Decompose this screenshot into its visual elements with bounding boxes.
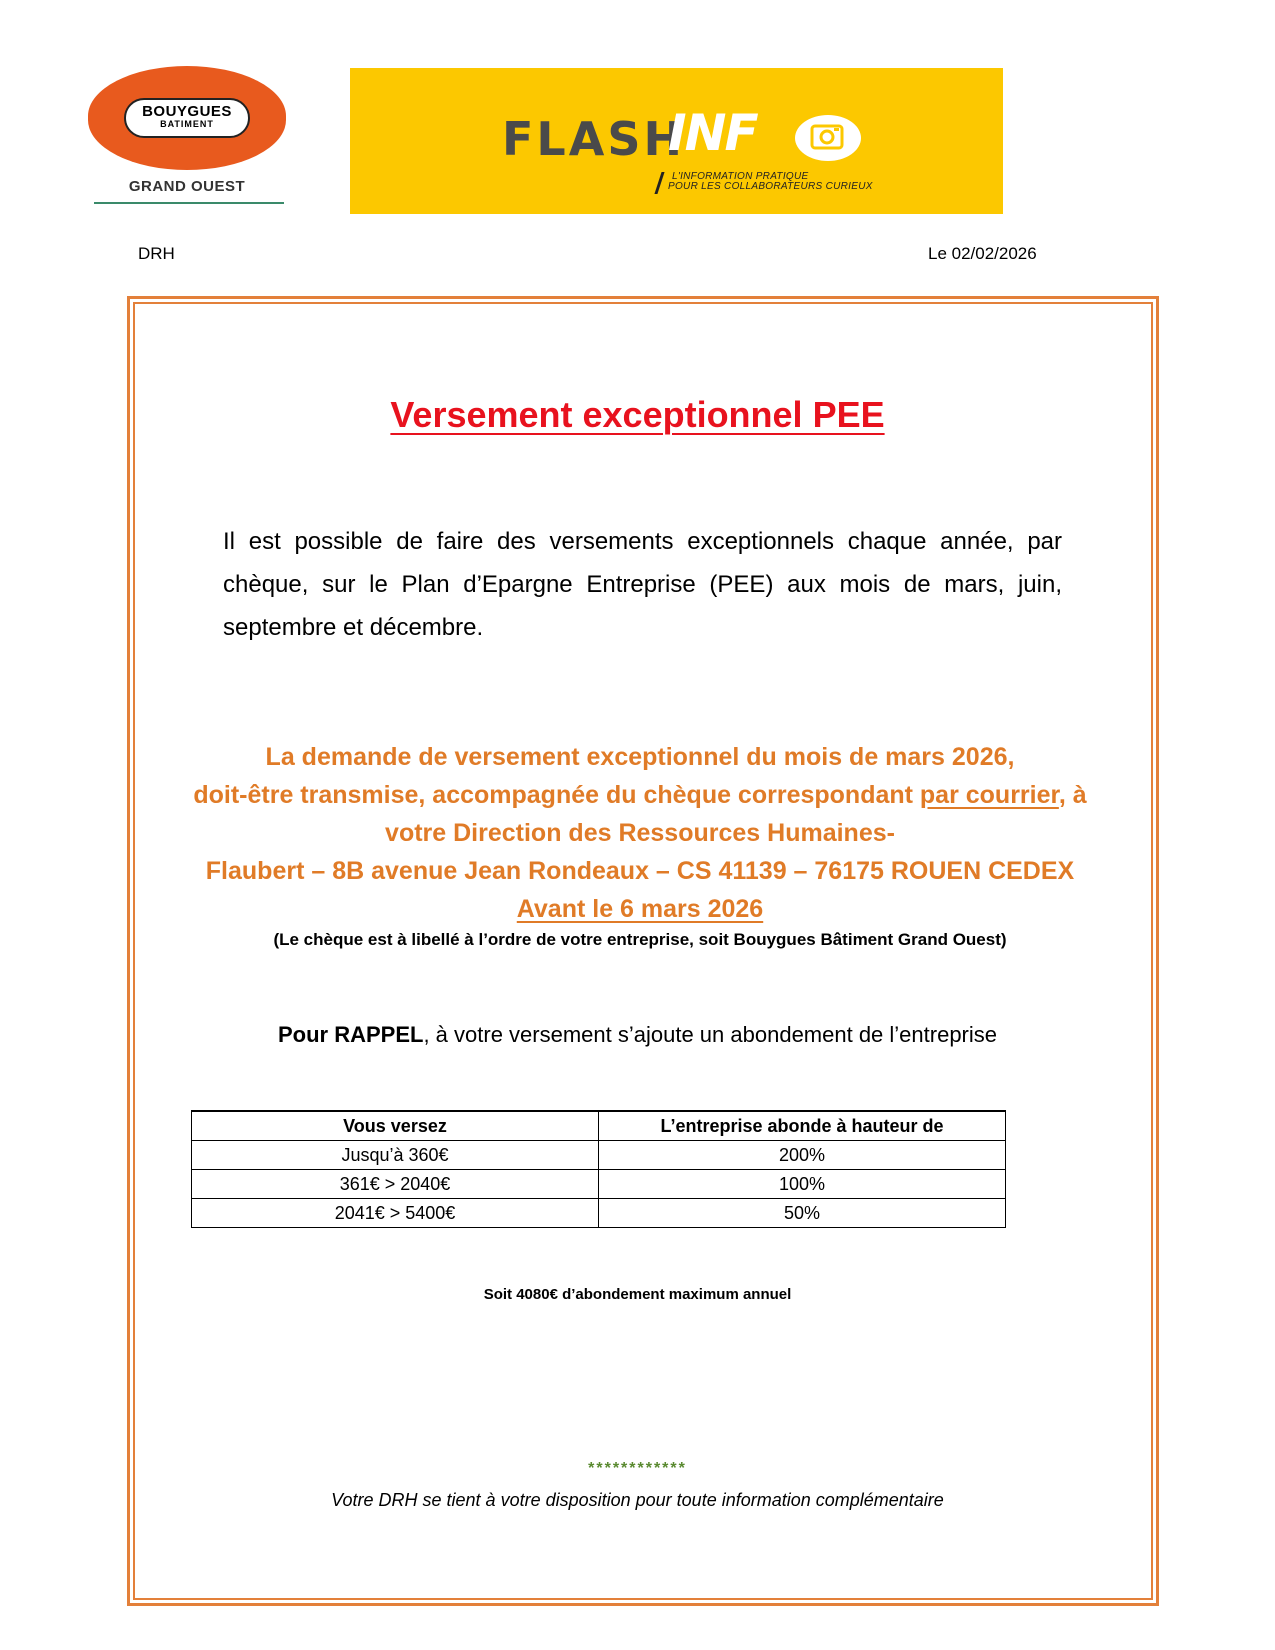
notice-mail-emphasis: par courrier [919,781,1059,809]
logo-rule [94,202,284,204]
table-row [192,1141,1006,1170]
table-cell: 2041€ > 5400€ [192,1199,599,1228]
max-abondement-note: Soit 4080€ d’abondement maximum annuel [483,1286,792,1303]
tagline-mark [654,172,664,194]
banner-tagline [668,172,873,192]
table-row [192,1199,1006,1228]
table-row [192,1170,1006,1199]
notice-line3: votre Direction des Ressources Humaines- [385,819,895,847]
rappel-bold: Pour RAPPEL [277,1022,424,1047]
logo-pill [124,98,250,138]
logo-region: GRAND OUEST [128,178,246,195]
rappel-text: , à votre versement s’ajoute un abondement de l’entreprise [423,1022,998,1047]
table-cell: 200% [599,1141,1006,1170]
table-cell: 50% [599,1199,1006,1228]
department-label: DRH [138,244,175,263]
rappel-line [0,1022,1275,1048]
banner-info-word: INF [668,104,757,162]
tagline-line2: POUR LES COLLABORATEURS CURIEUX [668,181,873,192]
notice-line2-start: doit-être transmise, accompagnée du chèque correspondant [193,781,920,809]
notice-line2-end: , à [1058,781,1087,809]
closing-line: Votre DRH se tient à votre disposition pour toute information complémentaire [331,1490,944,1510]
abondement-table [191,1110,1006,1228]
notice-deadline: Avant le 6 mars 2026 [516,895,764,923]
document-date: Le 02/02/2026 [928,244,1037,263]
table-cell: 100% [599,1170,1006,1199]
notice-line2 [140,776,1140,814]
notice-address: Flaubert – 8B avenue Jean Rondeaux – CS 41139 – 76175 ROUEN CEDEX [205,857,1075,885]
notice-line1: La demande de versement exceptionnel du mois de mars 2026, [265,743,1015,771]
stars-divider: ************ [588,1460,687,1477]
table-cell: 361€ > 2040€ [192,1170,599,1199]
banner-flash-word: FLASH [502,112,685,166]
table-header-row [192,1111,1006,1141]
camera-icon [794,114,862,162]
bouygues-logo [88,66,288,206]
flash-info-banner [350,68,1003,214]
table-cell: Jusqu’à 360€ [192,1141,599,1170]
page-title: Versement exceptionnel PEE [390,394,885,435]
tagline-line1: L'INFORMATION PRATIQUE [672,171,809,182]
table-header-cell: Vous versez [192,1111,599,1141]
page-title-wrapper [0,394,1275,436]
table-header-cell: L’entreprise abonde à hauteur de [599,1111,1006,1141]
logo-sub: BATIMENT [160,119,214,129]
notice-block [140,738,1140,928]
intro-paragraph: Il est possible de faire des versements exceptionnels chaque année, par chèque, sur le Plan d’Epargne Entreprise (PEE) aux mois de mars, juin, septembre et décembre. [223,528,1062,641]
logo-brand: BOUYGUES [142,103,232,120]
frame-inner-border [133,302,1153,1600]
cheque-note: (Le chèque est à libellé à l’ordre de votre entreprise, soit Bouygues Bâtiment Grand Ouest) [273,930,1007,949]
